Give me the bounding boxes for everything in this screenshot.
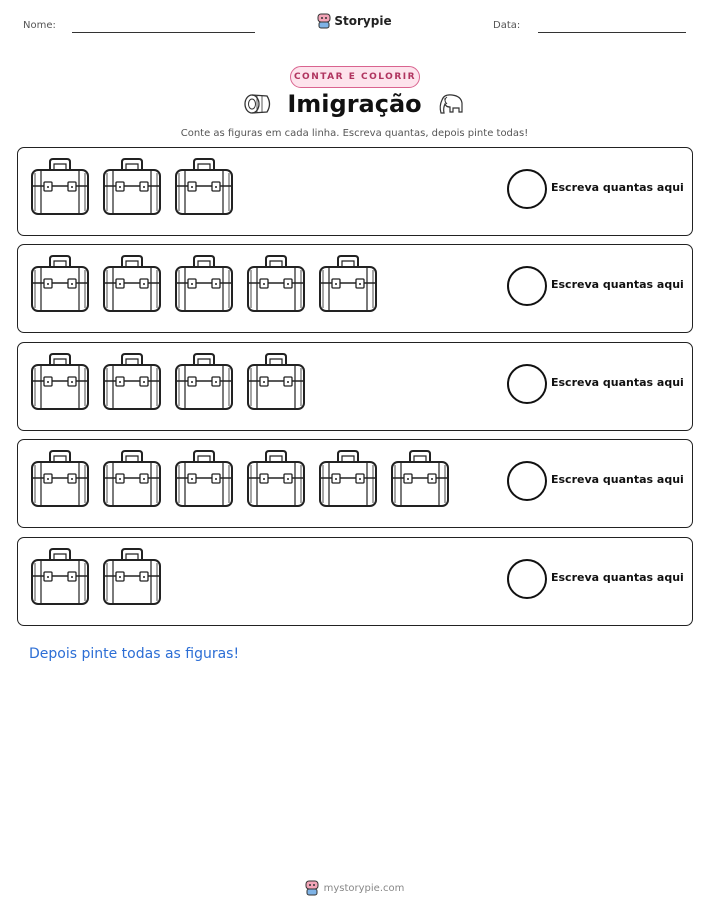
suitcase-icon[interactable] — [318, 255, 378, 317]
suitcase-icon[interactable] — [30, 353, 90, 415]
suitcase-icon[interactable] — [30, 255, 90, 317]
answer-circle[interactable] — [507, 364, 547, 404]
name-label: Nome: — [23, 20, 56, 31]
brand-name: Storypie — [334, 14, 392, 28]
suitcase-icon[interactable] — [390, 450, 450, 512]
suitcase-icon[interactable] — [30, 548, 90, 610]
suitcase-icon[interactable] — [102, 158, 162, 220]
suitcase-icon[interactable] — [174, 450, 234, 512]
answer-label: Escreva quantas aqui — [551, 181, 684, 194]
suitcase-icon[interactable] — [246, 255, 306, 317]
brand-header — [0, 13, 709, 29]
answer-label: Escreva quantas aqui — [551, 278, 684, 291]
suitcase-icon[interactable] — [174, 255, 234, 317]
website-footer — [0, 880, 709, 896]
date-write-line[interactable] — [538, 32, 686, 33]
suitcase-icon[interactable] — [318, 450, 378, 512]
picture-group — [30, 548, 162, 610]
page-title: Imigração — [287, 90, 422, 118]
blanket-roll-icon — [243, 93, 273, 115]
answer-label: Escreva quantas aqui — [551, 571, 684, 584]
title-row — [0, 90, 709, 118]
answer-circle[interactable] — [507, 559, 547, 599]
answer-label: Escreva quantas aqui — [551, 376, 684, 389]
counting-row-5 — [17, 537, 693, 626]
name-write-line[interactable] — [72, 32, 255, 33]
picture-group — [30, 255, 378, 317]
answer-label: Escreva quantas aqui — [551, 473, 684, 486]
suitcase-icon[interactable] — [174, 158, 234, 220]
suitcase-icon[interactable] — [246, 353, 306, 415]
counting-row-3 — [17, 342, 693, 431]
storypie-logo-icon — [305, 880, 319, 896]
suitcase-icon[interactable] — [174, 353, 234, 415]
suitcase-icon[interactable] — [30, 450, 90, 512]
activity-badge: CONTAR E COLORIR — [290, 66, 420, 88]
suitcase-icon[interactable] — [246, 450, 306, 512]
date-label: Data: — [493, 20, 521, 31]
picture-group — [30, 353, 306, 415]
elephant-icon — [436, 92, 466, 116]
counting-row-1 — [17, 147, 693, 236]
storypie-logo-icon — [317, 13, 331, 29]
counting-row-2 — [17, 244, 693, 333]
suitcase-icon[interactable] — [102, 353, 162, 415]
website-url: mystorypie.com — [323, 882, 405, 894]
instructions: Conte as figuras em cada linha. Escreva quantas, depois pinte todas! — [180, 128, 529, 139]
answer-circle[interactable] — [507, 266, 547, 306]
suitcase-icon[interactable] — [102, 548, 162, 610]
picture-group — [30, 450, 450, 512]
suitcase-icon[interactable] — [102, 450, 162, 512]
answer-circle[interactable] — [507, 169, 547, 209]
suitcase-icon[interactable] — [102, 255, 162, 317]
counting-row-4 — [17, 439, 693, 528]
suitcase-icon[interactable] — [30, 158, 90, 220]
footer-note: Depois pinte todas as figuras! — [29, 646, 240, 662]
picture-group — [30, 158, 234, 220]
answer-circle[interactable] — [507, 461, 547, 501]
